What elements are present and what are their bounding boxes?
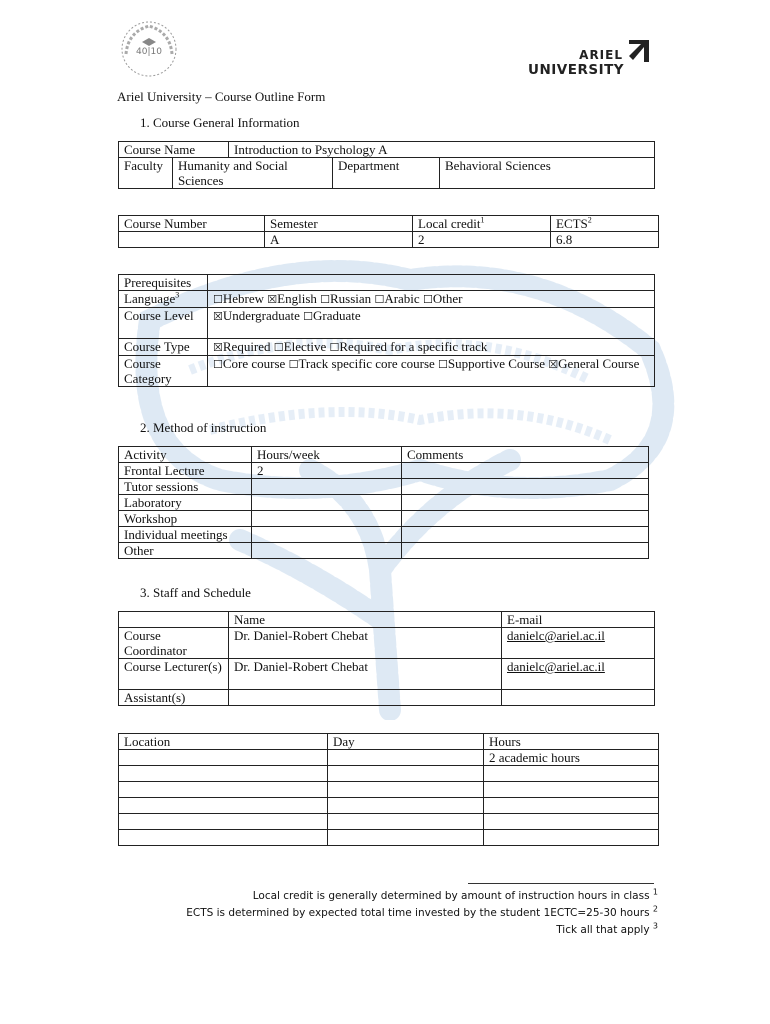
comments-cell (402, 495, 649, 511)
course-number-value (119, 232, 265, 248)
university-badge-logo (118, 18, 180, 80)
type-option-required-track[interactable]: ☐Required for a specific track (329, 339, 488, 354)
hours-cell (252, 511, 402, 527)
location-cell (119, 782, 328, 798)
day-cell (328, 798, 484, 814)
section-3-heading: 3. Staff and Schedule (140, 585, 251, 600)
level-option-undergraduate[interactable]: ☒Undergraduate (213, 308, 300, 323)
course-name-label: Course Name (119, 142, 229, 158)
instruction-table (118, 446, 649, 559)
logo-word-university: UNIVERSITY (528, 62, 625, 78)
staff-table (118, 611, 655, 706)
language-option-english[interactable]: ☒English (267, 291, 317, 306)
staff-name-cell: Dr. Daniel-Robert Chebat (229, 659, 502, 690)
table-row (119, 782, 659, 798)
staff-role-cell: Course Coordinator (119, 628, 229, 659)
day-cell (328, 830, 484, 846)
hours-cell (252, 527, 402, 543)
location-cell (119, 766, 328, 782)
staff-email-cell (502, 690, 655, 706)
staff-name-cell (229, 690, 502, 706)
location-cell (119, 814, 328, 830)
course-details-table (118, 274, 655, 387)
section-1-heading: 1. Course General Information (140, 115, 300, 130)
ects-value: 6.8 (551, 232, 659, 248)
ects-label: ECTS$^2$ (551, 216, 659, 232)
comments-cell (402, 527, 649, 543)
table-row (119, 814, 659, 830)
language-label: Language$^3$ (119, 291, 208, 308)
table-row (119, 463, 649, 479)
logo-word-ariel: ARIEL (579, 48, 623, 62)
form-title: Ariel University – Course Outline Form (117, 89, 326, 104)
type-option-elective[interactable]: ☐Elective (273, 339, 327, 354)
staff-header-row (119, 612, 655, 628)
comments-cell (402, 463, 649, 479)
day-cell (328, 766, 484, 782)
footnote-1: Local credit is generally determined by amount of instruction hours in class $^1$ (252, 887, 658, 902)
location-cell (119, 750, 328, 766)
semester-label: Semester (265, 216, 413, 232)
table-row (119, 495, 649, 511)
staff-role-cell: Course Lecturer(s) (119, 659, 229, 690)
faculty-label: Faculty (119, 158, 173, 189)
location-cell (119, 798, 328, 814)
department-label: Department (333, 158, 440, 189)
comments-cell (402, 543, 649, 559)
language-option-other[interactable]: ☐Other (422, 291, 463, 306)
level-option-graduate[interactable]: ☐Graduate (303, 308, 361, 323)
staff-header: Name (229, 612, 502, 628)
language-option-arabic[interactable]: ☐Arabic (374, 291, 420, 306)
course-level-label: Course Level (119, 308, 208, 339)
instruction-header: Activity (119, 447, 252, 463)
course-type-options (208, 339, 655, 356)
table-row (119, 690, 655, 706)
department-value: Behavioral Sciences (440, 158, 655, 189)
schedule-header: Hours (484, 734, 659, 750)
activity-cell: Workshop (119, 511, 252, 527)
table-row (119, 479, 649, 495)
local-credit-label: Local credit$^1$ (413, 216, 551, 232)
instruction-header: Comments (402, 447, 649, 463)
footnote-2: ECTS is determined by expected total time invested by the student 1ECTC=25-30 hours $^2$ (186, 904, 658, 919)
semester-value: A (265, 232, 413, 248)
language-option-hebrew[interactable]: ☐Hebrew (213, 291, 265, 306)
staff-name-cell: Dr. Daniel-Robert Chebat (229, 628, 502, 659)
table-row (119, 628, 655, 659)
table-row (119, 830, 659, 846)
comments-cell (402, 511, 649, 527)
activity-cell: Tutor sessions (119, 479, 252, 495)
course-info-table (118, 141, 655, 189)
hours-cell (484, 798, 659, 814)
hours-cell: 2 (252, 463, 402, 479)
staff-email-link[interactable]: danielc@ariel.ac.il (502, 628, 655, 659)
category-option-core[interactable]: ☐Core course (213, 356, 286, 371)
instruction-header-row (119, 447, 649, 463)
course-number-label: Course Number (119, 216, 265, 232)
local-credit-value: 2 (413, 232, 551, 248)
schedule-header: Location (119, 734, 328, 750)
course-name-value: Introduction to Psychology A (229, 142, 655, 158)
day-cell (328, 750, 484, 766)
instruction-header: Hours/week (252, 447, 402, 463)
staff-header: E-mail (502, 612, 655, 628)
schedule-table (118, 733, 659, 846)
footnote-separator (468, 883, 654, 884)
course-level-options (208, 308, 655, 339)
prerequisites-value (208, 275, 655, 291)
activity-cell: Frontal Lecture (119, 463, 252, 479)
course-type-label: Course Type (119, 339, 208, 356)
table-row (119, 527, 649, 543)
activity-cell: Other (119, 543, 252, 559)
hours-cell (252, 495, 402, 511)
category-option-track-core[interactable]: ☐Track specific core course (288, 356, 435, 371)
table-row (119, 543, 649, 559)
day-cell (328, 782, 484, 798)
hours-cell: 2 academic hours (484, 750, 659, 766)
language-option-russian[interactable]: ☐Russian (320, 291, 372, 306)
logo-mark-icon (627, 38, 653, 64)
hours-cell (484, 814, 659, 830)
course-category-label: Course Category (119, 356, 208, 387)
staff-header (119, 612, 229, 628)
hours-cell (252, 543, 402, 559)
hours-cell (484, 830, 659, 846)
comments-cell (402, 479, 649, 495)
category-option-general[interactable]: ☒General Course (548, 356, 640, 371)
schedule-header: Day (328, 734, 484, 750)
schedule-header-row (119, 734, 659, 750)
table-row (119, 659, 655, 690)
day-cell (328, 814, 484, 830)
location-cell (119, 830, 328, 846)
activity-cell: Individual meetings (119, 527, 252, 543)
section-2-heading: 2. Method of instruction (140, 420, 267, 435)
staff-email-link[interactable]: danielc@ariel.ac.il (502, 659, 655, 690)
prerequisites-label: Prerequisites (119, 275, 208, 291)
type-option-required[interactable]: ☒Required (213, 339, 271, 354)
table-row (119, 511, 649, 527)
badge-text: 40|10 (136, 47, 162, 57)
ariel-university-logo (528, 38, 653, 80)
hours-cell (484, 782, 659, 798)
faculty-value: Humanity and Social Sciences (173, 158, 333, 189)
credits-table (118, 215, 659, 248)
hours-cell (484, 766, 659, 782)
staff-role-cell: Assistant(s) (119, 690, 229, 706)
hours-cell (252, 479, 402, 495)
activity-cell: Laboratory (119, 495, 252, 511)
language-options (208, 291, 655, 308)
footnote-3: Tick all that apply $^3$ (556, 921, 658, 936)
table-row (119, 750, 659, 766)
course-category-options (208, 356, 655, 387)
category-option-supportive[interactable]: ☐Supportive Course (438, 356, 546, 371)
table-row (119, 798, 659, 814)
table-row (119, 766, 659, 782)
